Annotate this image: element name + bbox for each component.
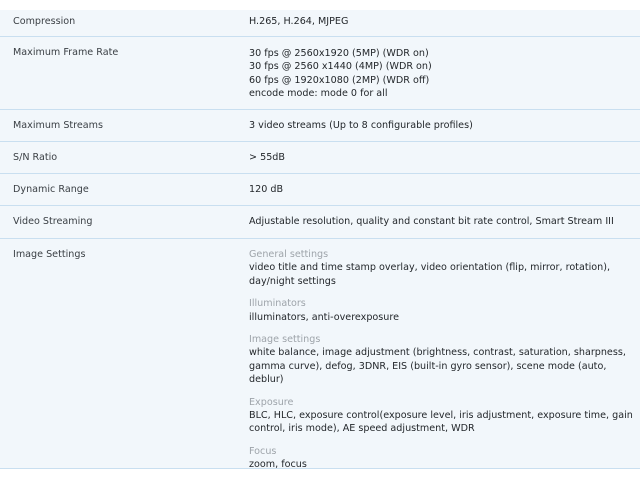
spec-table xyxy=(0,10,640,469)
spec-value xyxy=(249,239,640,471)
value-line: Adjustable resolution, quality and constant bit rate control, Smart Stream III xyxy=(249,216,614,227)
settings-group-focus xyxy=(249,445,636,472)
spec-value xyxy=(249,206,640,238)
spec-row-dynamic-range xyxy=(0,174,640,206)
value-line: 3 video streams (Up to 8 configurable profiles) xyxy=(249,120,473,131)
group-title: Illuminators xyxy=(249,298,306,310)
spec-label: Dynamic Range xyxy=(13,184,89,195)
spec-label: Image Settings xyxy=(13,249,86,260)
spec-row-compression xyxy=(0,10,640,37)
group-text: video title and time stamp overlay, video orientation (flip, mirror, rotation), day/night settings xyxy=(249,262,610,287)
spec-value xyxy=(249,110,640,141)
spec-row-sn-ratio xyxy=(0,142,640,174)
value-line: 120 dB xyxy=(249,184,284,195)
settings-group-image xyxy=(249,333,636,387)
spec-value xyxy=(249,142,640,173)
group-text: zoom, focus xyxy=(249,459,307,471)
group-title: Image settings xyxy=(249,334,321,346)
group-text: white balance, image adjustment (brightness, contrast, saturation, sharpness, gamma curve), defog, 3DNR, EIS (built-in gyro sensor), scene mode (auto, deblur) xyxy=(249,347,626,386)
settings-group-exposure xyxy=(249,396,636,436)
group-title: Exposure xyxy=(249,396,294,408)
value-line: 30 fps @ 2560x1920 (5MP) (WDR on) xyxy=(249,48,429,59)
spec-value xyxy=(249,174,640,205)
spec-label: Video Streaming xyxy=(13,216,93,227)
spec-label: Maximum Streams xyxy=(13,120,104,131)
spec-label: Compression xyxy=(13,16,76,27)
spec-row-max-streams xyxy=(0,110,640,142)
spec-row-video-streaming xyxy=(0,206,640,239)
value-line: H.265, H.264, MJPEG xyxy=(249,16,349,27)
settings-group-general xyxy=(249,248,636,288)
value-line: 30 fps @ 2560 x1440 (4MP) (WDR on) xyxy=(249,61,432,73)
group-title: Focus xyxy=(249,445,277,457)
spec-label: Maximum Frame Rate xyxy=(13,47,119,58)
group-text: BLC, HLC, exposure control(exposure level, iris adjustment, exposure time, gain control, iris mode), AE speed adjustment, WDR xyxy=(249,410,633,435)
value-line: 60 fps @ 1920x1080 (2MP) (WDR off) xyxy=(249,74,430,86)
value-line: encode mode: mode 0 for all xyxy=(249,88,388,100)
group-title: General settings xyxy=(249,249,329,260)
group-text: illuminators, anti-overexposure xyxy=(249,311,400,323)
spec-row-image-settings xyxy=(0,239,640,469)
spec-label: S/N Ratio xyxy=(13,152,58,163)
spec-value xyxy=(249,10,640,36)
value-line: > 55dB xyxy=(249,152,285,163)
spec-row-max-frame-rate xyxy=(0,37,640,110)
spec-value xyxy=(249,37,640,109)
settings-group-illuminators xyxy=(249,297,636,324)
